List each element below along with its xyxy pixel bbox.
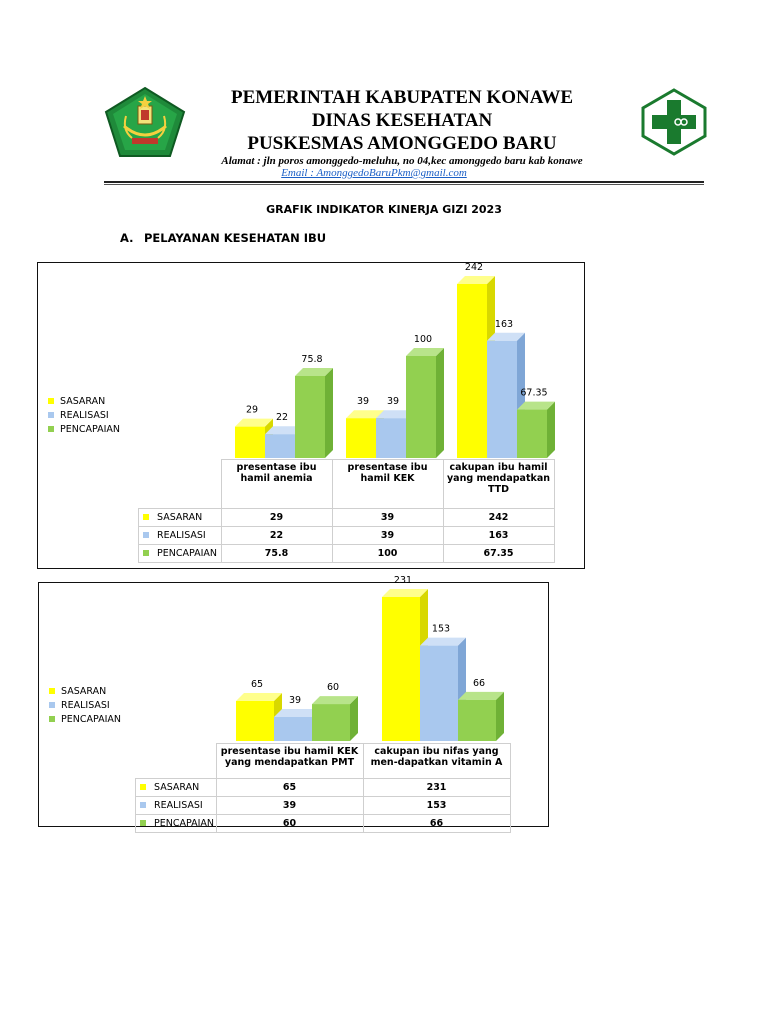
table-cell: 22 (221, 527, 332, 545)
puskesmas-logo-icon (641, 88, 707, 156)
legend-label-pencapaian: PENCAPAIAN (60, 423, 120, 435)
bar-face (265, 434, 295, 458)
category-label: presentase ibu hamil anemia (221, 460, 332, 509)
bar-side (496, 692, 504, 741)
chart-1-plot (38, 263, 584, 463)
table-row-label: SASARAN (136, 779, 217, 797)
data-label: 22 (275, 412, 289, 424)
data-label: 29 (245, 404, 259, 416)
data-label: 153 (431, 623, 451, 635)
data-label: 39 (356, 396, 370, 408)
document-title: GRAFIK INDIKATOR KINERJA GIZI 2023 (266, 203, 502, 216)
table-row-pencapaian (136, 815, 511, 833)
letterhead-address: Alamat : jln poros amonggedo-meluhu, no 04,kec amonggedo baru kab konawe (221, 155, 583, 167)
table-cell: 66 (363, 815, 510, 833)
bar-top (420, 638, 466, 646)
bar-face (458, 700, 496, 741)
category-label: cakupan ibu nifas yang men-dapatkan vitamin A (363, 744, 510, 779)
table-row-sasaran (136, 779, 511, 797)
data-label: 65 (250, 679, 264, 690)
bar-face (487, 341, 517, 458)
table-cell: 163 (443, 527, 554, 545)
table-row-pencapaian (139, 545, 555, 563)
bar-top (312, 696, 358, 704)
table-row-label: REALISASI (139, 527, 222, 545)
table-key-swatch (143, 532, 149, 538)
category-label: presentase ibu hamil KEK (332, 460, 443, 509)
chart-2-frame (38, 575, 549, 829)
bar-side (436, 348, 444, 458)
bar-face (406, 356, 436, 458)
table-row-label: PENCAPAIAN (139, 545, 222, 563)
legend-label-realisasi: REALISASI (61, 699, 110, 711)
chart-1-frame (37, 262, 585, 569)
table-key-swatch (143, 514, 149, 520)
data-label: 242 (464, 262, 484, 273)
table-cell: 75.8 (221, 545, 332, 563)
bar-pencapaian (517, 402, 555, 458)
bar-pencapaian (406, 348, 444, 458)
data-label: 39 (288, 695, 302, 706)
chart-1-data-table (138, 459, 555, 563)
table-cell: 39 (216, 797, 363, 815)
letterhead-department: DINAS KESEHATAN (311, 110, 493, 131)
data-label: 67.35 (520, 387, 548, 399)
section-title: PELAYANAN KESEHATAN IBU (144, 231, 327, 245)
category-label: presentase ibu hamil KEK yang mendapatkan PMT (216, 744, 363, 779)
letterhead-rule (104, 181, 704, 183)
table-row-label: PENCAPAIAN (136, 815, 217, 833)
bar-pencapaian (458, 692, 504, 741)
letterhead-government: PEMERINTAH KABUPATEN KONAWE (230, 87, 574, 108)
bar-face (346, 418, 376, 458)
table-cell: 100 (332, 545, 443, 563)
table-cell: 242 (443, 509, 554, 527)
data-label: 231 (393, 575, 413, 586)
section-heading (120, 231, 326, 245)
bar-face (295, 376, 325, 458)
data-label: 66 (472, 677, 486, 689)
table-row-realisasi (139, 527, 555, 545)
table-cell: 60 (216, 815, 363, 833)
bar-face (376, 418, 406, 458)
bar-pencapaian (295, 368, 333, 458)
bar-face (312, 704, 350, 741)
legend-label-sasaran: SASARAN (61, 685, 107, 697)
bar-face (236, 701, 274, 741)
table-key-swatch (140, 784, 146, 790)
bar-pencapaian (312, 696, 358, 741)
bar-top (382, 589, 428, 597)
legend-label-sasaran: SASARAN (60, 395, 106, 407)
chart-2-plot (39, 575, 548, 748)
data-label: 100 (413, 334, 433, 345)
table-key-swatch (140, 820, 146, 826)
bar-face (457, 284, 487, 458)
table-cell: 231 (363, 779, 510, 797)
table-cell: 67.35 (443, 545, 554, 563)
table-cell: 39 (332, 509, 443, 527)
data-label: 60 (326, 682, 340, 694)
bar-face (235, 427, 265, 458)
letterhead-rule-thin (104, 184, 704, 185)
table-cell: 65 (216, 779, 363, 797)
bar-top (236, 693, 282, 701)
bar-face (517, 410, 547, 458)
data-label: 39 (386, 396, 400, 408)
table-cell: 29 (221, 509, 332, 527)
letterhead-email[interactable]: Email : AmonggedoBaruPkm@gmail.com (281, 167, 467, 179)
right-logo (641, 88, 707, 156)
table-key-swatch (143, 550, 149, 556)
table-row-realisasi (136, 797, 511, 815)
data-label: 75.8 (301, 354, 323, 365)
table-row-sasaran (139, 509, 555, 527)
table-row-label: REALISASI (136, 797, 217, 815)
table-cell: 153 (363, 797, 510, 815)
data-label: 163 (494, 318, 514, 330)
bar-face (274, 717, 312, 741)
table-row-label: SASARAN (139, 509, 222, 527)
category-label: cakupan ibu hamil yang mendapatkan TTD (443, 460, 554, 509)
legend-label-pencapaian: PENCAPAIAN (61, 713, 121, 725)
chart-2-data-table (135, 743, 511, 833)
table-cell: 39 (332, 527, 443, 545)
table-key-swatch (140, 802, 146, 808)
bar-side (547, 402, 555, 458)
bar-top (458, 692, 504, 700)
legend-label-realisasi: REALISASI (60, 409, 109, 421)
letterhead-puskesmas: PUSKESMAS AMONGGEDO BARU (247, 133, 557, 154)
bar-side (325, 368, 333, 458)
bar-face (382, 597, 420, 741)
section-number: A. (120, 231, 134, 245)
bar-face (420, 646, 458, 741)
